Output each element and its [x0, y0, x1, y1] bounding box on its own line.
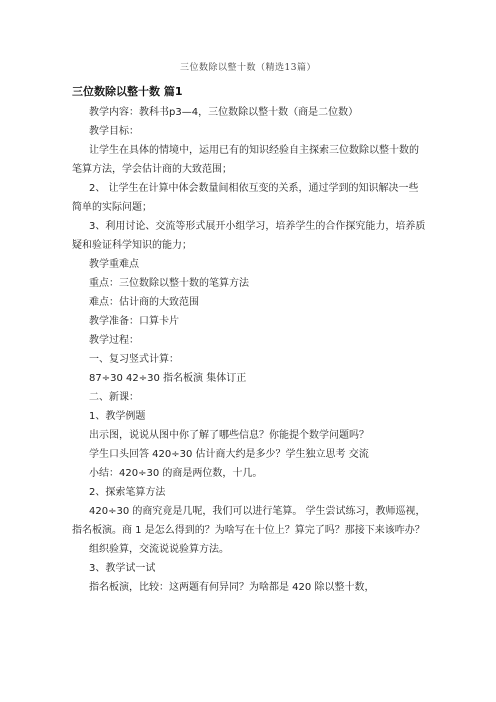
- paragraph-show-picture: 出示图，说说从图中你了解了哪些信息？你能提个数学问题吗？: [89, 430, 369, 441]
- paragraph-explore-heading: 2、探索笔算方法: [89, 487, 166, 498]
- paragraph-oral-answer: 学生口头回答 420÷30 估计商大约是多少？学生独立思考 交流: [89, 449, 369, 460]
- article-heading: 三位数除以整十数 篇1: [72, 85, 183, 98]
- paragraph-key-point: 重点：三位数除以整十数的笔算方法: [89, 278, 249, 289]
- paragraph-key-points-label: 教学重难点: [89, 259, 139, 270]
- paragraph-review-heading: 一、复习竖式计算：: [89, 354, 179, 365]
- paragraph-verification: 组织验算，交流说说验算方法。: [89, 544, 229, 555]
- paragraph-preparation: 教学准备：口算卡片: [89, 316, 179, 327]
- paragraph-goal-3: 3、利用讨论、交流等形式展开小组学习，培养学生的合作探究能力，培养质疑和验证科学知识的能力；: [72, 221, 426, 251]
- paragraph-try-heading: 3、教学试一试: [89, 563, 156, 574]
- page-header-title: 三位数除以整十数（精选13篇）: [180, 63, 316, 73]
- paragraph-difficulty: 难点：估计商的大致范围: [89, 297, 199, 308]
- paragraph-teaching-goals-label: 教学目标：: [89, 126, 139, 137]
- document-body: [72, 82, 428, 597]
- paragraph-written-method: 420÷30 的商究竟是几呢，我们可以进行笔算。 学生尝试练习，教师巡视，指名板演。商 1 是怎么得到的？为啥写在十位上？算完了吗？那接下来该咋办？: [72, 506, 426, 536]
- paragraph-review-exercise: 87÷30 42÷30 指名板演 集体订正: [89, 373, 247, 384]
- paragraph-summary: 小结：420÷30 的商是两位数，十几。: [89, 468, 263, 479]
- paragraph-goal-1: 让学生在具体的情境中，运用已有的知识经验自主探索三位数除以整十数的笔算方法，学会估计商的大致范围；: [72, 145, 419, 175]
- paragraph-goal-2: 2、 让学生在计算中体会数量间相依互变的关系，通过学到的知识解决一些简单的实际问题；: [72, 183, 419, 213]
- paragraph-new-lesson-heading: 二、新课：: [89, 392, 139, 403]
- paragraph-compare: 指名板演，比较：这两题有何异同？为啥都是 420 除以整十数，: [89, 582, 375, 593]
- paragraph-teaching-content: 教学内容：教科书p3—4，三位数除以整十数（商是二位数）: [89, 107, 359, 118]
- paragraph-process-label: 教学过程：: [89, 335, 139, 346]
- paragraph-example-heading: 1、教学例题: [89, 411, 146, 422]
